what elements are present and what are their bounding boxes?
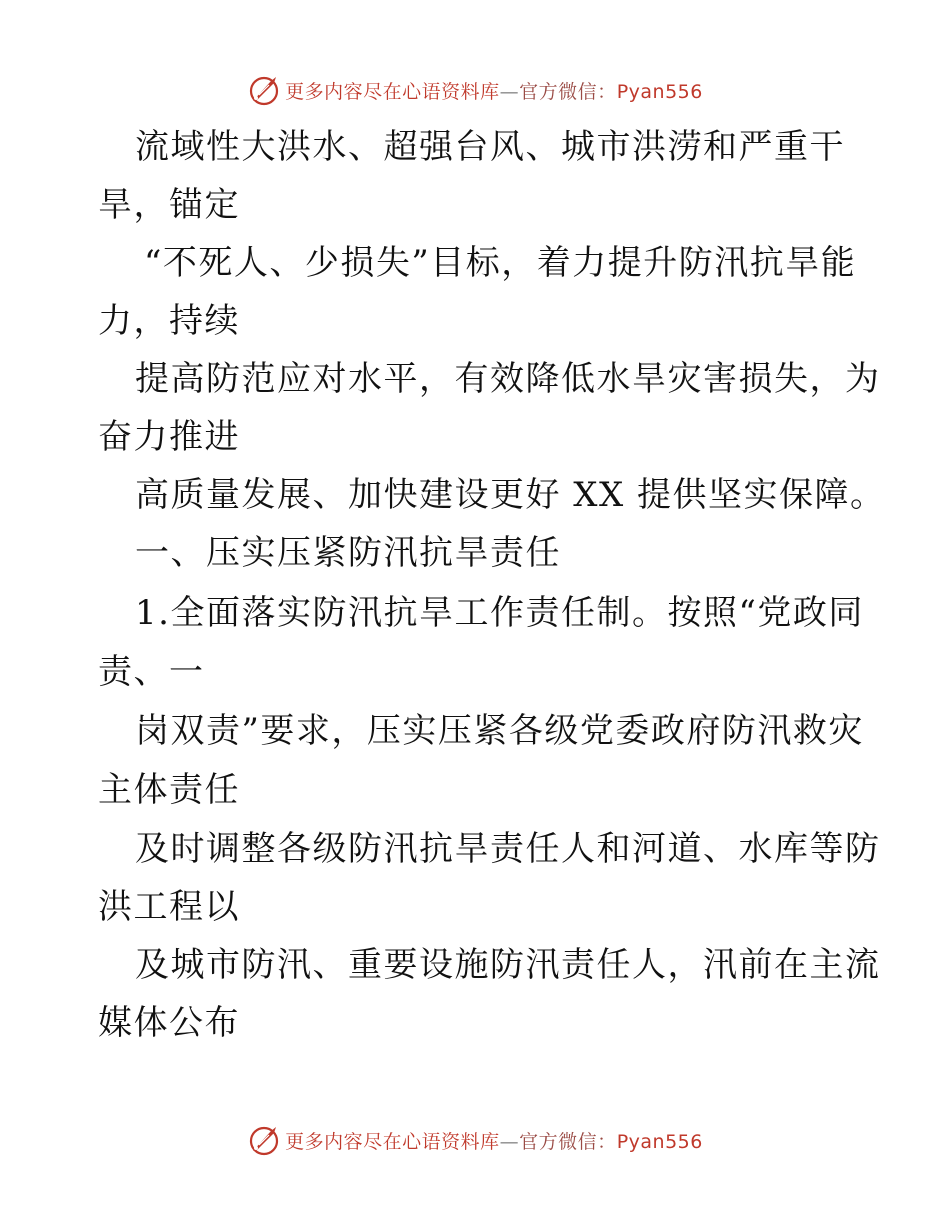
banner-caption — [285, 1127, 703, 1154]
banner-wechat-label: 官方微信： — [519, 80, 617, 103]
banner-separator: — — [499, 1130, 520, 1153]
paragraph-line: 洪工程以 — [98, 887, 240, 927]
paragraph-line: 提高防范应对水平，有效降低水旱灾害损失，为 — [135, 359, 881, 399]
banner-wechat-id: Pyan556 — [616, 1130, 703, 1153]
header-banner — [0, 70, 950, 110]
paragraph-line: 岗双责”要求，压实压紧各级党委政府防汛救灾 — [135, 711, 864, 751]
section-heading: 一、压实压紧防汛抗旱责任 — [135, 533, 561, 573]
paragraph-line: 奋力推进 — [98, 417, 240, 457]
quill-pen-logo-icon — [247, 73, 281, 107]
banner-caption — [285, 77, 703, 104]
banner-main-text: 更多内容尽在心语资料库 — [285, 1130, 500, 1153]
paragraph-line: “不死人、少损失”目标，着力提升防汛抗旱能 — [144, 243, 857, 283]
footer-banner — [0, 1120, 950, 1160]
paragraph-line: 力，持续 — [98, 301, 240, 341]
paragraph-line: 及时调整各级防汛抗旱责任人和河道、水库等防 — [135, 829, 881, 869]
paragraph-line: 主体责任 — [98, 770, 240, 810]
paragraph-line: 旱，锚定 — [98, 185, 240, 225]
banner-separator: — — [499, 80, 520, 103]
quill-pen-logo-icon — [247, 1123, 281, 1157]
paragraph-line: 流域性大洪水、超强台风、城市洪涝和严重干 — [135, 127, 845, 167]
banner-wechat-id: Pyan556 — [616, 80, 703, 103]
paragraph-line: 1.全面落实防汛抗旱工作责任制。按照“党政同 — [135, 593, 864, 633]
paragraph-line: 责、一 — [98, 652, 205, 692]
banner-wechat-label: 官方微信： — [519, 1130, 617, 1153]
banner-main-text: 更多内容尽在心语资料库 — [285, 80, 500, 103]
paragraph-line: 及城市防汛、重要设施防汛责任人，汛前在主流 — [135, 945, 881, 985]
paragraph-line: 高质量发展、加快建设更好 XX 提供坚实保障。 — [135, 475, 886, 515]
paragraph-line: 媒体公布 — [98, 1003, 240, 1043]
